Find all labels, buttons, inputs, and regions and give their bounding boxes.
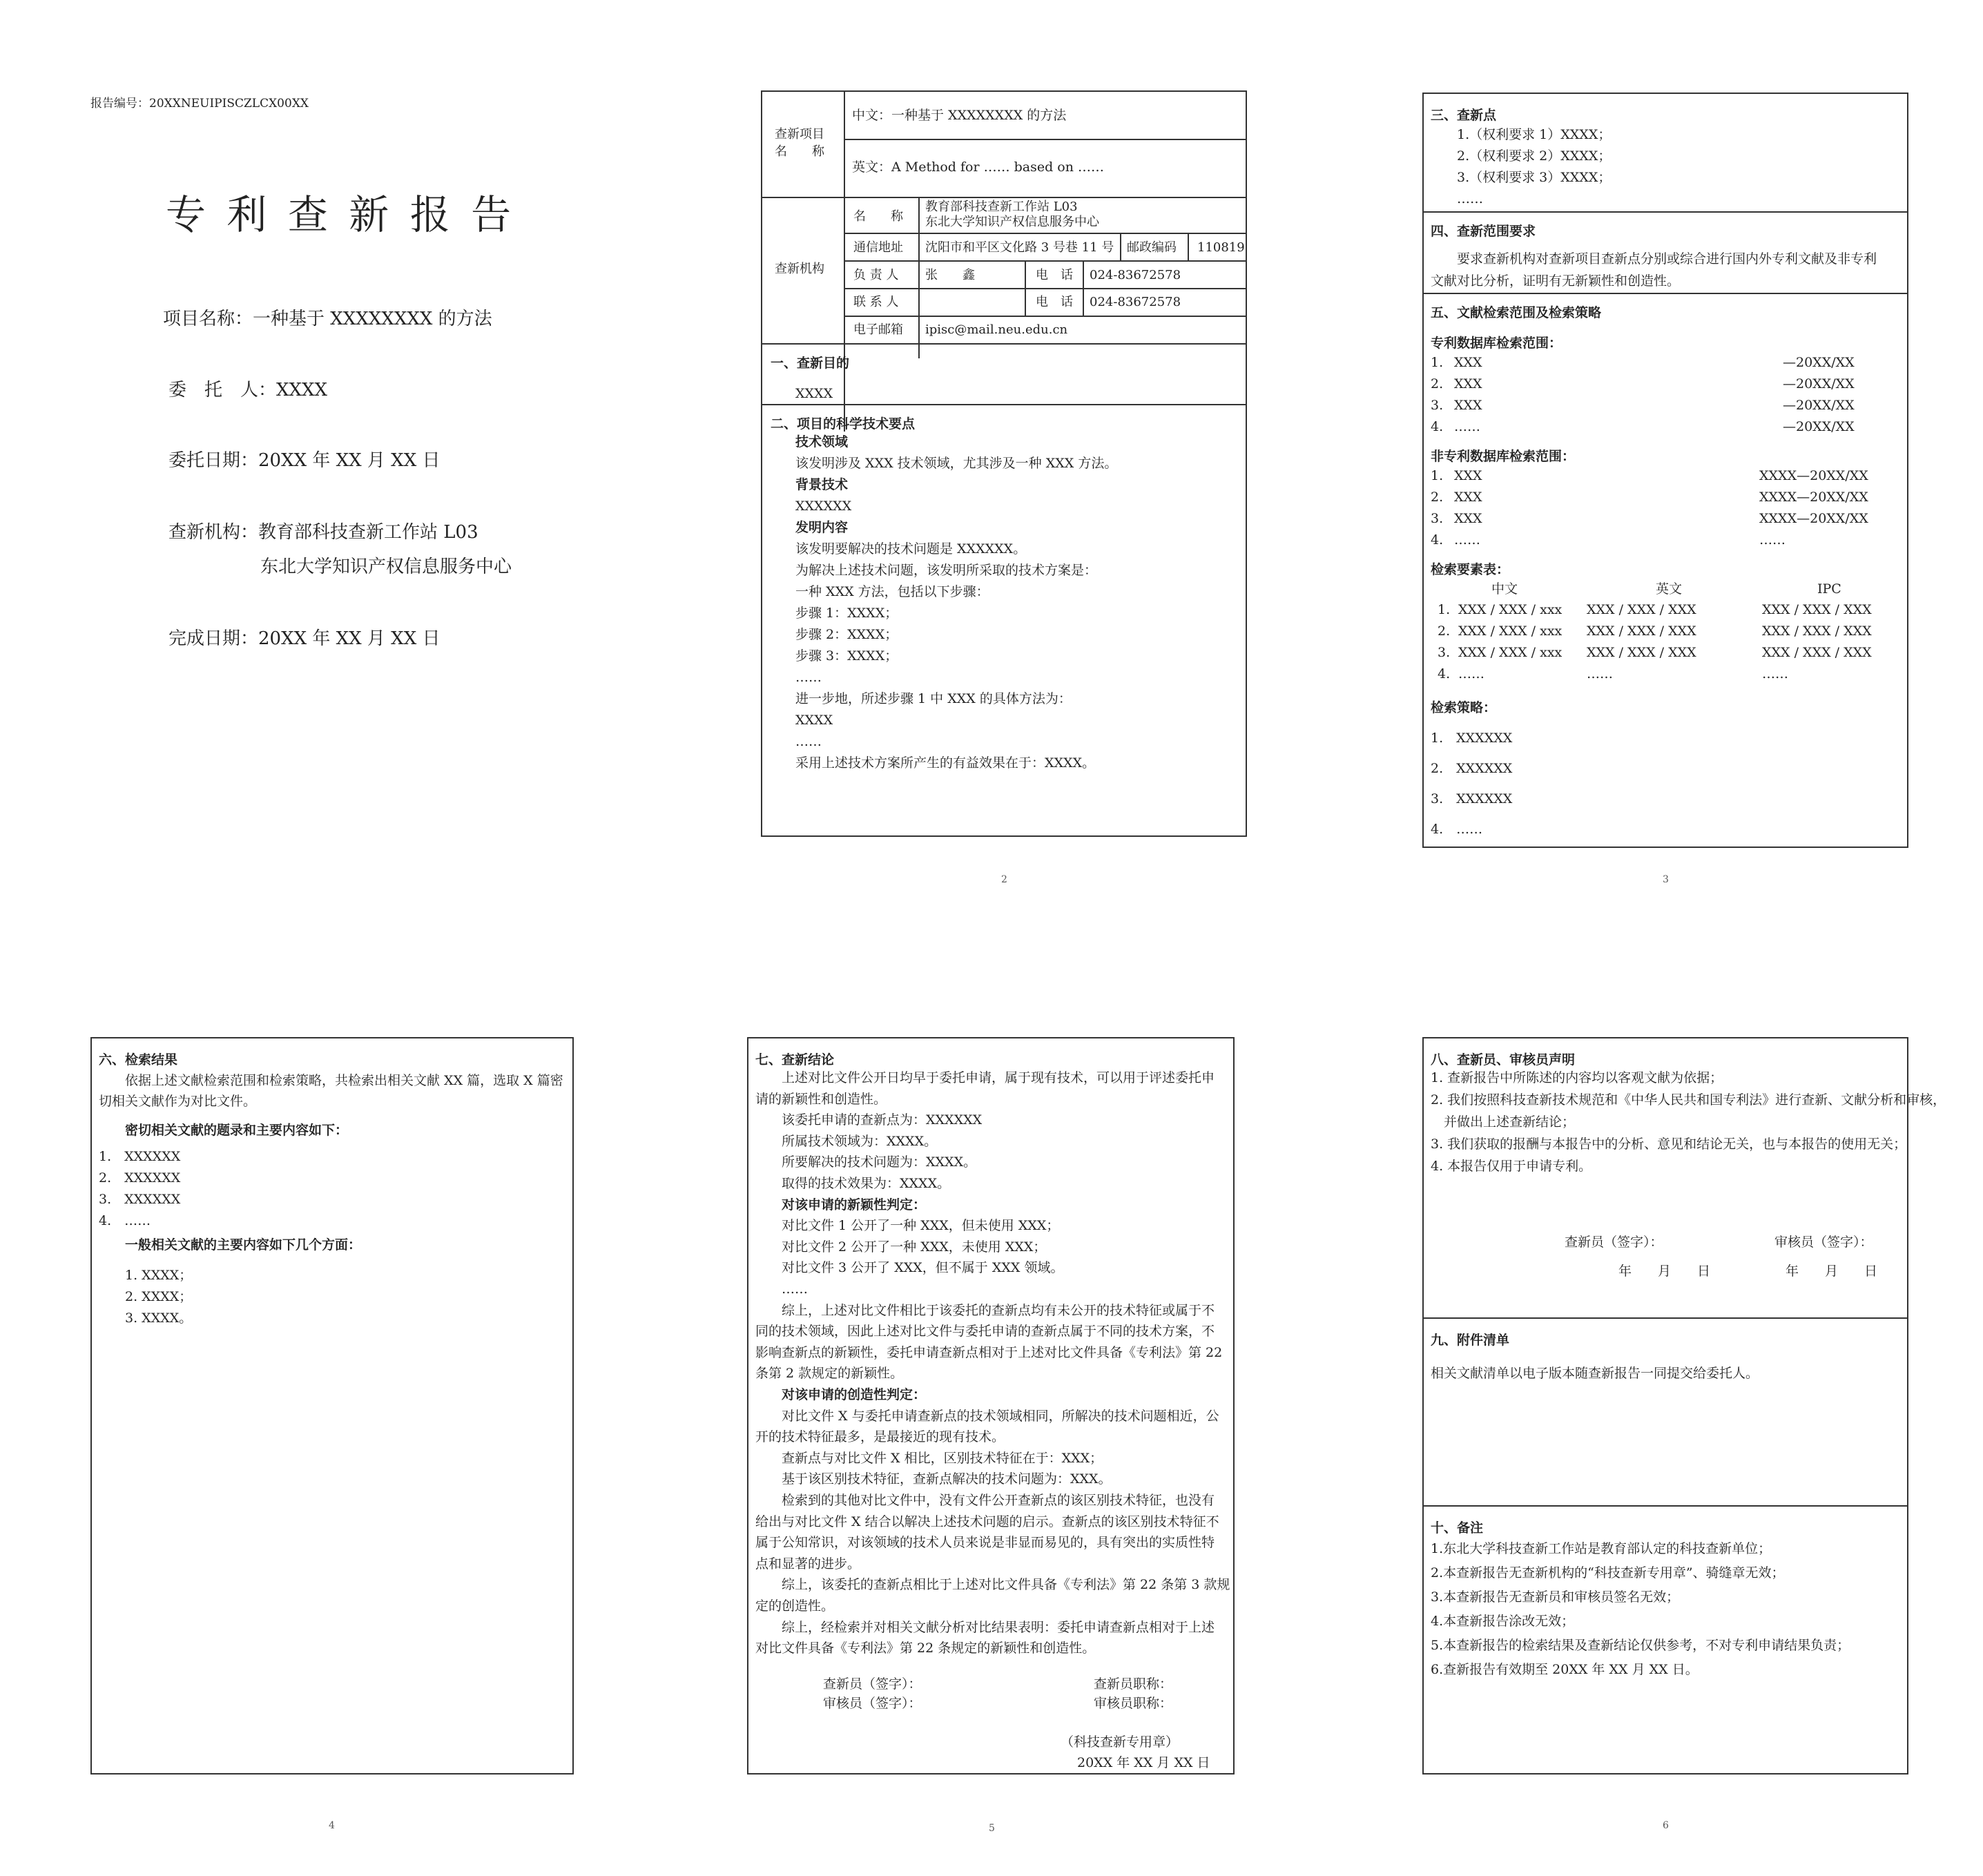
db-name: XXX [1454,376,1482,391]
db-index: 2. [1431,490,1444,505]
keyword-index: 1. [1438,602,1451,617]
tech-point-line: 发明内容 [795,520,849,535]
cover-page [0,0,690,898]
conclusion-line: …… [782,1282,808,1297]
keyword-ipc: XXX / XXX / XXX [1762,645,1872,660]
close-doc-item: 2. XXXXXX [99,1170,181,1186]
keyword-en: XXX / XXX / XXX [1587,623,1696,639]
section-2-title: 二、项目的科学技术要点 [771,416,916,432]
conclusion-line: 对该申请的创造性判定： [782,1387,927,1402]
general-doc-item: 1. XXXX； [125,1268,193,1283]
declaration-item: 并做出上述查新结论； [1431,1114,1576,1130]
declaration-item: 1. 查新报告中所陈述的内容均以客观文献为依据； [1431,1070,1723,1085]
page-4-table [90,1037,574,1775]
page-3-table [1422,93,1908,848]
tech-point-line: 该发明要解决的技术问题是 XXXXXX。 [795,541,1027,557]
db-index: 2. [1431,376,1444,391]
seal-text: （科技查新专用章） [1061,1734,1179,1750]
db-index: 3. [1431,398,1444,413]
project-name-cn: 中文：一种基于 XXXXXXXX 的方法 [852,108,1067,123]
conclusion-line: 综上，上述对比文件相比于该委托的查新点均有未公开的技术特征或属于不 [782,1302,1215,1318]
tech-point-line: 背景技术 [795,477,849,492]
head-value: 张 鑫 [925,268,975,282]
db-index: 1. [1431,468,1444,483]
tel-label-1: 电 话 [1036,268,1073,282]
declaration-item: 2. 我们按照科技查新技术规范和《中华人民共和国专利法》进行查新、文献分析和审核， [1431,1092,1946,1108]
tech-point-line: …… [795,734,822,749]
conclusion-line: 属于公知常识，对该领域的技术人员来说是非显而易见的，具有突出的实质性特 [755,1535,1215,1551]
section-1-text: XXXX [795,386,833,401]
conclusion-line: 请的新颖性和创造性。 [755,1091,887,1107]
conclusion-line: 对比文件 2 公开了一种 XXX，未使用 XXX； [782,1239,1047,1255]
declaration-item: 4. 本报告仅用于申请专利。 [1431,1159,1592,1174]
cover-agency-line2: 东北大学知识产权信息服务中心 [260,557,512,577]
page-5-table [747,1037,1235,1775]
db-name: …… [1454,532,1480,548]
strategy-title: 检索策略： [1431,700,1497,715]
agency-label: 查新机构 [775,262,824,276]
remark-item: 3.本查新报告无查新员和审核员签名无效； [1431,1589,1680,1605]
tech-point-line: 为解决上述技术问题，该发明所采取的技术方案是： [795,563,1098,578]
remark-item: 5.本查新报告的检索结果及查新结论仅供参考，不对专利申请结果负责； [1431,1638,1850,1653]
db-range: XXXX—20XX/XX [1759,468,1868,483]
section-5-title: 五、文献检索范围及检索策略 [1431,305,1602,320]
keyword-cn: XXX / XXX / xxx [1458,623,1563,639]
nonpatent-db-title: 非专利数据库检索范围： [1431,449,1576,464]
page-number-5: 5 [989,1823,995,1834]
keyword-index: 4. [1438,666,1451,681]
keyword-header: IPC [1817,581,1841,597]
section-4-text: 要求查新机构对查新项目查新点分别或综合进行国内外专利文献及非专利 [1457,251,1877,267]
db-index: 4. [1431,419,1444,434]
reviewer-date: 年 月 日 [1786,1264,1878,1279]
tech-point-line: 技术领域 [795,434,849,449]
conclusion-line: 点和显著的进步。 [755,1556,861,1572]
agency-name: 教育部科技查新工作站 L03 [925,200,1078,214]
db-index: 4. [1431,532,1444,548]
postcode-value: 110819 [1197,240,1245,255]
tech-point-line: 步骤 2：XXXX； [795,627,898,642]
cover-commission-date: 委托日期：20XX 年 XX 月 XX 日 [168,450,441,471]
page-number-6: 6 [1663,1820,1669,1831]
conclusion-line: 对该申请的新颖性判定： [782,1197,927,1212]
keyword-cn: …… [1458,666,1484,681]
page-number-4: 4 [329,1820,335,1831]
keyword-cn: XXX / XXX / xxx [1458,645,1563,660]
db-index: 1. [1431,355,1444,370]
conclusion-line: 对比文件具备《专利法》第 22 条规定的新颖性和创造性。 [755,1641,1096,1656]
reviewer-title: 审核员职称： [1094,1696,1173,1711]
section-7-title: 七、查新结论 [755,1052,835,1067]
keyword-index: 2. [1438,623,1451,639]
conclusion-line: 对比文件 1 公开了一种 XXX，但未使用 XXX； [782,1218,1060,1234]
conclusion-line: 所要解决的技术问题为：XXXX。 [782,1154,977,1170]
db-range: XXXX—20XX/XX [1759,511,1868,526]
searcher-signature-6: 查新员（签字）： [1565,1235,1663,1250]
searcher-date: 年 月 日 [1618,1264,1711,1279]
conclusion-date: 20XX 年 XX 月 XX 日 [1077,1755,1210,1770]
conclusion-line: 条第 2 款规定的新颖性。 [755,1366,904,1382]
db-name: XXX [1454,468,1482,483]
db-range: —20XX/XX [1783,419,1855,434]
close-doc-item: 4. …… [99,1213,151,1228]
db-range: …… [1759,532,1786,548]
close-doc-item: 3. XXXXXX [99,1192,181,1207]
tel-label-2: 电 话 [1036,295,1073,309]
cover-complete-date: 完成日期：20XX 年 XX 月 XX 日 [168,628,441,649]
close-docs-title: 密切相关文献的题录和主要内容如下： [125,1123,349,1138]
section-10-title: 十、备注 [1431,1520,1484,1536]
keyword-en: XXX / XXX / XXX [1587,602,1696,617]
keyword-ipc: XXX / XXX / XXX [1762,623,1872,639]
postcode-label: 邮政编码 [1127,240,1177,255]
section-3-title: 三、查新点 [1431,108,1497,123]
tech-point-line: 步骤 1：XXXX； [795,606,898,621]
section-6-title: 六、检索结果 [99,1052,178,1067]
conclusion-line: 同的技术领域，因此上述对比文件与委托申请的查新点属于不同的技术方案，不 [755,1324,1215,1340]
conclusion-line: 基于该区别技术特征，查新点解决的技术问题为：XXX。 [782,1471,1112,1487]
strategy-item: 3. XXXXXX [1431,791,1513,806]
email-value: ipisc@mail.neu.edu.cn [925,322,1068,337]
conclusion-line: 取得的技术效果为：XXXX。 [782,1176,951,1191]
tech-point-line: 采用上述技术方案所产生的有益效果在于：XXXX。 [795,755,1096,771]
tech-point-line: XXXX [795,713,833,728]
conclusion-line: 开的技术特征最多，是最接近的现有技术。 [755,1429,1005,1445]
db-name: XXX [1454,355,1482,370]
conclusion-line: 综上，该委托的查新点相比于上述对比文件具备《专利法》第 22 条第 3 款规 [782,1577,1230,1593]
searcher-signature: 查新员（签字）： [823,1676,922,1692]
project-name-en: 英文：A Method for …… based on …… [852,159,1105,175]
agency-name-2: 东北大学知识产权信息服务中心 [925,215,1099,229]
keyword-table-title: 检索要素表： [1431,562,1510,577]
tech-point-line: …… [795,670,822,685]
page-number-2: 2 [1001,874,1007,885]
cover-title: 专 利 查 新 报 告 [166,191,516,238]
report-number: 报告编号：20XXNEUIPISCZLCX00XX [90,97,309,110]
page-6-table [1422,1037,1946,1775]
conclusion-line: 检索到的其他对比文件中，没有文件公开查新点的该区别技术特征，也没有 [782,1493,1215,1508]
keyword-ipc: XXX / XXX / XXX [1762,602,1872,617]
tech-point-line: 进一步地，所述步骤 1 中 XXX 的具体方法为： [795,691,1072,706]
keyword-ipc: …… [1762,666,1788,681]
general-docs-title: 一般相关文献的主要内容如下几个方面： [125,1237,362,1253]
patent-db-title: 专利数据库检索范围： [1431,336,1563,351]
keyword-header: 英文 [1656,581,1683,597]
remark-item: 1.东北大学科技查新工作站是教育部认定的科技查新单位； [1431,1541,1772,1556]
section-9-text: 相关文献清单以电子版本随查新报告一同提交给委托人。 [1431,1366,1759,1381]
section-6-text: 依据上述文献检索范围和检索策略，共检索出相关文献 XX 篇，选取 X 篇密 [125,1073,563,1088]
contact-label: 联 系 人 [853,295,899,309]
general-doc-item: 2. XXXX； [125,1289,193,1304]
section-1-title: 一、查新目的 [771,356,850,371]
remark-item: 4.本查新报告涂改无效； [1431,1614,1575,1629]
db-name: XXX [1454,511,1482,526]
db-name: XXX [1454,490,1482,505]
remark-item: 2.本查新报告无查新机构的“科技查新专用章”、骑缝章无效； [1431,1565,1785,1580]
email-label: 电子邮箱 [853,322,903,337]
conclusion-line: 综上，经检索并对相关文献分析对比结果表明：委托申请查新点相对于上述 [782,1619,1215,1635]
section-9-title: 九、附件清单 [1431,1333,1510,1348]
keyword-header: 中文 [1491,581,1518,597]
keyword-en: XXX / XXX / XXX [1587,645,1696,660]
cover-client: 委 托 人：XXXX [168,380,328,400]
address-label: 通信地址 [853,240,903,255]
conclusion-line: 对比文件 3 公开了 XXX，但不属于 XXX 领域。 [782,1260,1064,1276]
project-name-label: 查新项目 [775,127,824,142]
remark-item: 6.查新报告有效期至 20XX 年 XX 月 XX 日。 [1431,1662,1699,1677]
tech-point-line: 步骤 3：XXXX； [795,648,898,664]
head-label: 负 责 人 [853,268,899,282]
keyword-en: …… [1587,666,1613,681]
conclusion-line: 对比文件 X 与委托申请查新点的技术领域相同，所解决的技术问题相近，公 [782,1408,1219,1424]
conclusion-line: 给出与对比文件 X 结合以解决上述技术问题的启示。查新点的该区别技术特征不 [755,1514,1219,1529]
cover-agency: 查新机构：教育部科技查新工作站 L03 [168,522,478,543]
strategy-item: 2. XXXXXX [1431,761,1513,776]
address-value: 沈阳市和平区文化路 3 号巷 11 号 [925,240,1114,255]
tel-value-2: 024-83672578 [1090,295,1181,309]
reviewer-signature-6: 审核员（签字）： [1774,1235,1873,1250]
keyword-cn: XXX / XXX / xxx [1458,602,1563,617]
db-name: XXX [1454,398,1482,413]
conclusion-line: 查新点与对比文件 X 相比，区别技术特征在于：XXX； [782,1450,1103,1466]
cover-project-name: 项目名称：一种基于 XXXXXXXX 的方法 [163,309,492,329]
innovation-point: 2.（权利要求 2）XXXX； [1457,148,1612,164]
section-4-title: 四、查新范围要求 [1431,224,1536,239]
innovation-point: 3.（权利要求 3）XXXX； [1457,170,1612,185]
db-range: —20XX/XX [1783,355,1855,370]
db-name: …… [1454,419,1480,434]
page-2-table [761,90,1247,837]
db-range: —20XX/XX [1783,376,1855,391]
db-range: —20XX/XX [1783,398,1855,413]
conclusion-line: 该委托申请的查新点为：XXXXXX [782,1112,983,1128]
section-8-title: 八、查新员、审核员声明 [1431,1052,1576,1067]
conclusion-line: 上述对比文件公开日均早于委托申请，属于现有技术，可以用于评述委托申 [782,1070,1215,1085]
general-doc-item: 3. XXXX。 [125,1311,193,1326]
project-name-label-2: 名 称 [775,144,824,159]
conclusion-line: 所属技术领域为：XXXX。 [782,1133,938,1149]
db-index: 3. [1431,511,1444,526]
conclusion-line: 定的创造性。 [755,1598,835,1614]
db-range: XXXX—20XX/XX [1759,490,1868,505]
strategy-item: 1. XXXXXX [1431,731,1513,746]
declaration-item: 3. 我们获取的报酬与本报告中的分析、意见和结论无关，也与本报告的使用无关； [1431,1137,1907,1152]
conclusion-line: 影响查新点的新颖性，委托申请查新点相对于上述对比文件具备《专利法》第 22 [755,1344,1223,1360]
section-4-text-2: 文献对比分析，证明有无新颖性和创造性。 [1431,273,1681,289]
strategy-item: 4. …… [1431,822,1483,837]
searcher-title: 查新员职称： [1094,1676,1173,1692]
name-label: 名 称 [853,209,903,224]
tel-value-1: 024-83672578 [1090,268,1181,282]
tech-point-line: 该发明涉及 XXX 技术领域，尤其涉及一种 XXX 方法。 [795,456,1118,471]
close-doc-item: 1. XXXXXX [99,1149,181,1164]
section-6-text-2: 切相关文献作为对比文件。 [99,1094,257,1109]
page-number-3: 3 [1663,874,1669,885]
innovation-point: 1.（权利要求 1）XXXX； [1457,127,1612,142]
keyword-index: 3. [1438,645,1451,660]
innovation-point: …… [1457,191,1483,206]
reviewer-signature: 审核员（签字）： [823,1696,922,1711]
tech-point-line: 一种 XXX 方法，包括以下步骤： [795,584,989,599]
tech-point-line: XXXXXX [795,499,852,514]
